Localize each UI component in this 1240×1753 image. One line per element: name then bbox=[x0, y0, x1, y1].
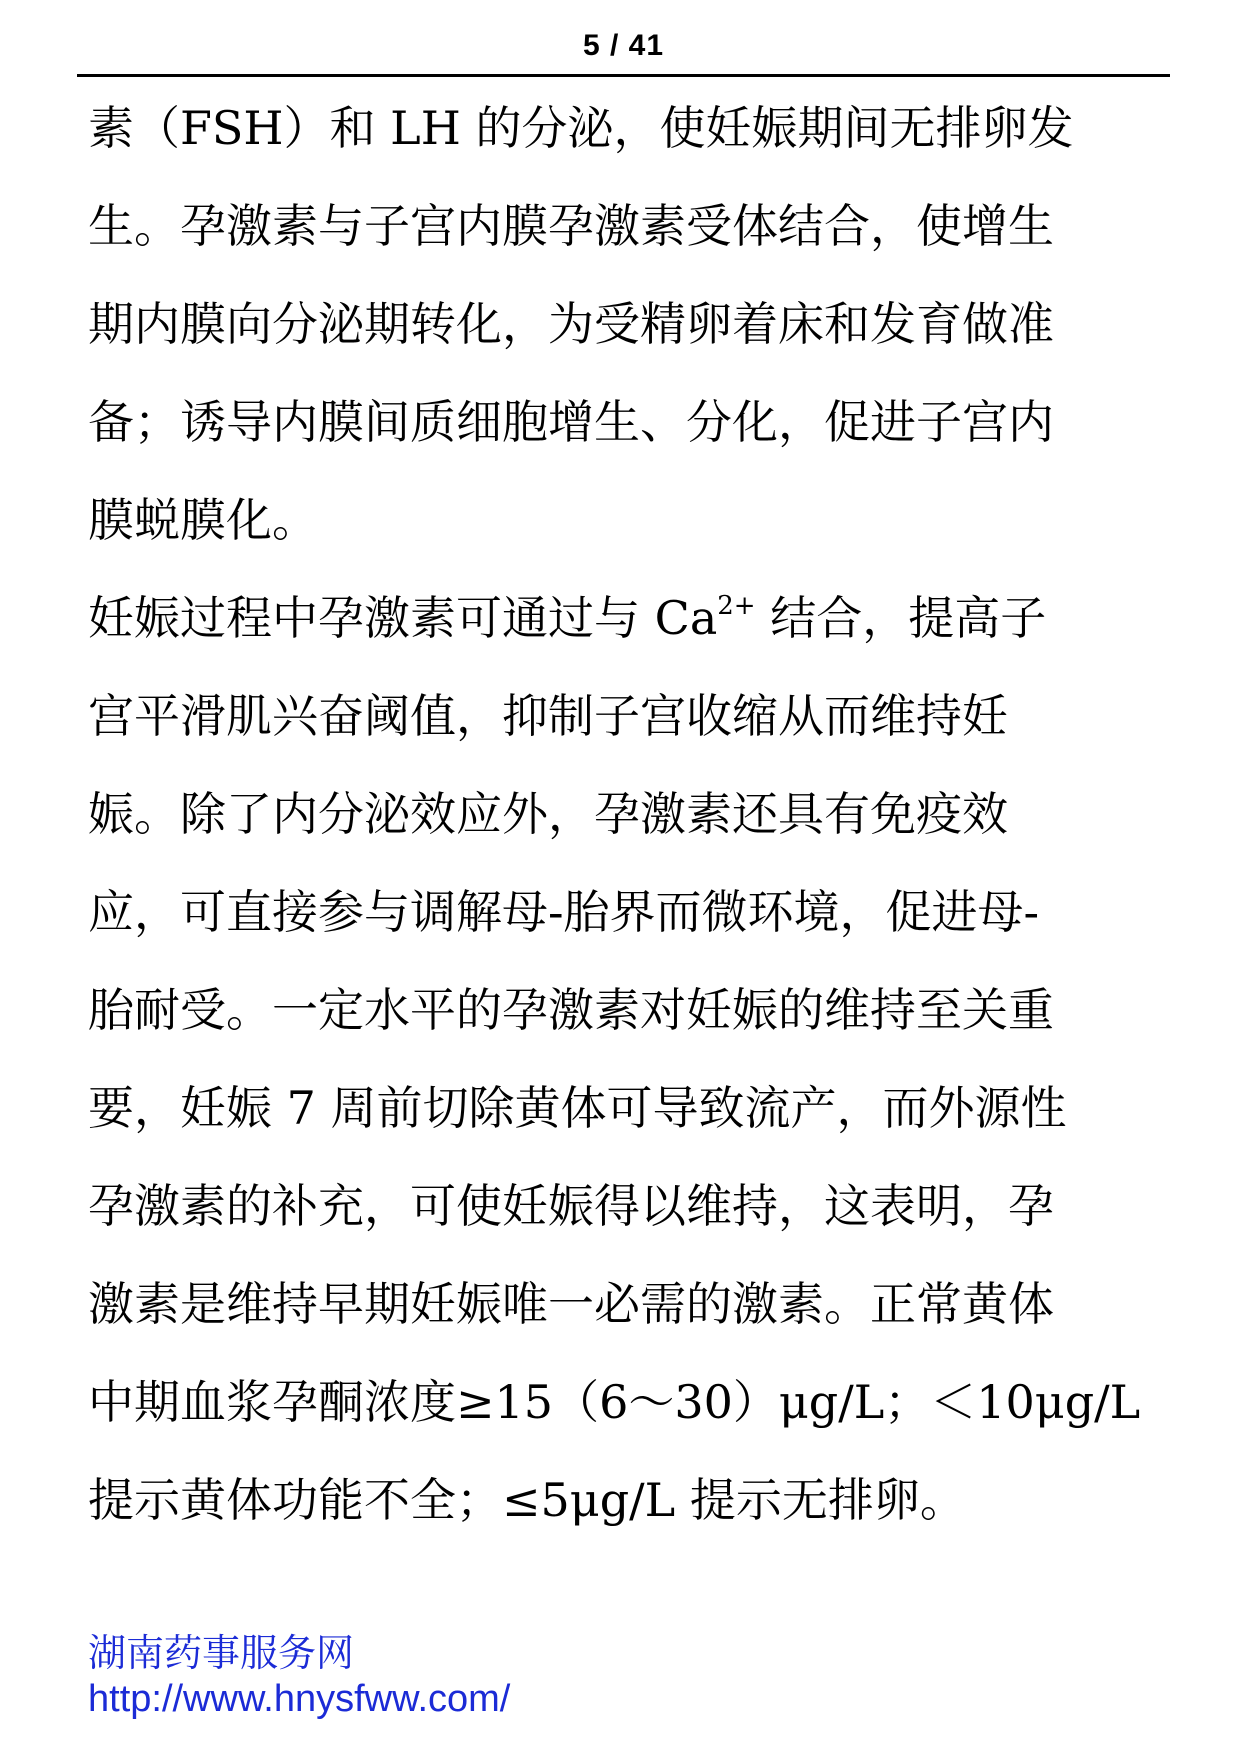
text-line-4: 备；诱导内膜间质细胞增生、分化，促进子宫内 bbox=[88, 395, 1054, 449]
text-line-1: 素（FSH）和 LH 的分泌，使妊娠期间无排卵发 bbox=[88, 101, 1074, 155]
calcium-text-after: 结合，提高子 bbox=[755, 591, 1047, 645]
text-line-2: 生。孕激素与子宫内膜孕激素受体结合，使增生 bbox=[88, 199, 1054, 253]
text-line-13: 激素是维持早期妊娠唯一必需的激素。正常黄体 bbox=[88, 1277, 1054, 1331]
text-line-5: 膜蜕膜化。 bbox=[88, 493, 318, 547]
text-line-11: 要，妊娠 7 周前切除黄体可导致流产，而外源性 bbox=[88, 1081, 1067, 1135]
text-line-8: 娠。除了内分泌效应外，孕激素还具有免疫效 bbox=[88, 787, 1008, 841]
calcium-text-before: 妊娠过程中孕激素可通过与 Ca bbox=[88, 591, 718, 645]
text-line-15: 提示黄体功能不全；≤5μg/L 提示无排卵。 bbox=[88, 1473, 966, 1527]
text-line-9: 应，可直接参与调解母-胎界而微环境，促进母- bbox=[88, 885, 1040, 939]
text-line-3: 期内膜向分泌期转化，为受精卵着床和发育做准 bbox=[88, 297, 1054, 351]
page-number: 5 / 41 bbox=[582, 29, 665, 62]
footer-site-name: 湖南药事服务网 bbox=[88, 1631, 355, 1675]
text-line-12: 孕激素的补充，可使妊娠得以维持，这表明，孕 bbox=[88, 1179, 1054, 1233]
text-line-7: 宫平滑肌兴奋阈值，抑制子宫收缩从而维持妊 bbox=[88, 689, 1008, 743]
page-footer bbox=[88, 1630, 888, 1722]
header-rule bbox=[77, 74, 1170, 77]
page-header bbox=[77, 24, 1170, 72]
text-line-14: 中期血浆孕酮浓度≥15（6～30）μg/L；＜10μg/L bbox=[88, 1375, 1141, 1429]
text-line-10: 胎耐受。一定水平的孕激素对妊娠的维持至关重 bbox=[88, 983, 1054, 1037]
footer-url-link[interactable]: http://www.hnysfww.com/ bbox=[88, 1678, 511, 1720]
document-body bbox=[88, 92, 1148, 1562]
calcium-superscript: 2+ bbox=[717, 590, 756, 621]
text-line-6 bbox=[88, 582, 1148, 680]
